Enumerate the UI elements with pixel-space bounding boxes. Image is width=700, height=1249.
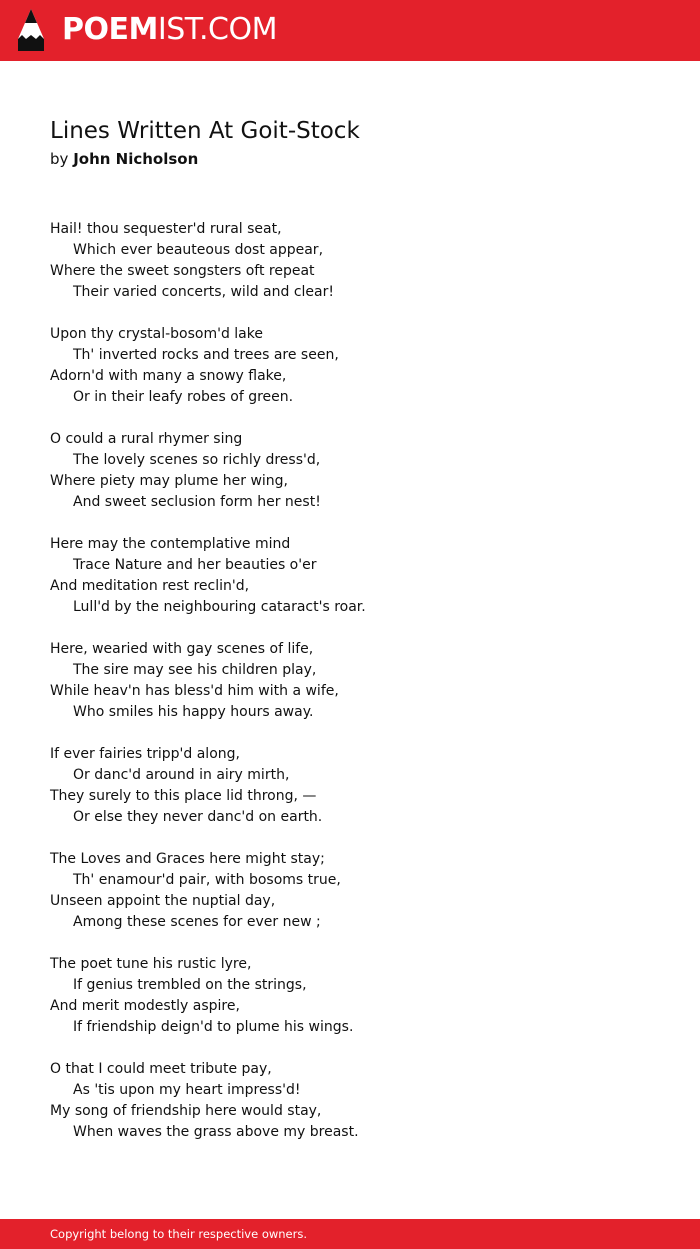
poem-line: Trace Nature and her beauties o'er (73, 557, 317, 573)
site-header (0, 0, 700, 61)
site-logo[interactable] (62, 13, 277, 47)
poem-line: While heav'n has bless'd him with a wife, (50, 683, 339, 699)
poem-line: Who smiles his happy hours away. (73, 704, 314, 720)
stanza (50, 744, 670, 828)
poem-line: Here, wearied with gay scenes of life, (50, 641, 314, 657)
poem-line: They surely to this place lid throng, — (50, 788, 317, 804)
poem-line: Here may the contemplative mind (50, 536, 291, 552)
stanza (50, 219, 670, 303)
byline (50, 150, 198, 168)
stanza (50, 954, 670, 1038)
site-footer (0, 1219, 700, 1249)
poem-line: Hail! thou sequester'd rural seat, (50, 221, 282, 237)
stanza (50, 429, 670, 513)
brand-strong: POEM (62, 12, 158, 47)
poem-line: And merit modestly aspire, (50, 998, 240, 1014)
poem-line: As 'tis upon my heart impress'd! (73, 1082, 301, 1098)
poem-line: If friendship deign'd to plume his wings. (73, 1019, 354, 1035)
poem-body (50, 219, 670, 1164)
poem-line: Upon thy crystal-bosom'd lake (50, 326, 263, 342)
poem-line: Or danc'd around in airy mirth, (73, 767, 290, 783)
poem-line: O could a rural rhymer sing (50, 431, 243, 447)
poem-line: Their varied concerts, wild and clear! (73, 284, 334, 300)
poem-line: Or in their leafy robes of green. (73, 389, 294, 405)
poem-line: Where piety may plume her wing, (50, 473, 288, 489)
poem-line: If ever fairies tripp'd along, (50, 746, 240, 762)
poem-line: Th' enamour'd pair, with bosoms true, (73, 872, 341, 888)
poem-line: The lovely scenes so richly dress'd, (73, 452, 321, 468)
poem-line: And meditation rest reclin'd, (50, 578, 250, 594)
poem-line: Adorn'd with many a snowy flake, (50, 368, 287, 384)
poem-line: Lull'd by the neighbouring cataract's roar. (73, 599, 366, 615)
copyright-text: Copyright belong to their respective owners. (50, 1227, 308, 1241)
poem-line: The Loves and Graces here might stay; (50, 851, 325, 867)
poem-title: Lines Written At Goit-Stock (50, 118, 360, 144)
poem-line: Where the sweet songsters oft repeat (50, 263, 315, 279)
poem-line: Among these scenes for ever new ; (73, 914, 321, 930)
stanza (50, 324, 670, 408)
brand-light: IST.COM (157, 12, 277, 47)
poem-line: Which ever beauteous dost appear, (73, 242, 324, 258)
pencil-tip-icon[interactable] (18, 9, 44, 51)
stanza (50, 849, 670, 933)
poem-line: Th' inverted rocks and trees are seen, (73, 347, 339, 363)
stanza (50, 534, 670, 618)
poem-line: Or else they never danc'd on earth. (73, 809, 323, 825)
poem-line: My song of friendship here would stay, (50, 1103, 322, 1119)
poem-line: The sire may see his children play, (73, 662, 317, 678)
stanza (50, 1059, 670, 1143)
poem-line: O that I could meet tribute pay, (50, 1061, 272, 1077)
poem-line: The poet tune his rustic lyre, (50, 956, 252, 972)
poem-line: When waves the grass above my breast. (73, 1124, 359, 1140)
stanza (50, 639, 670, 723)
poem-line: And sweet seclusion form her nest! (73, 494, 321, 510)
author-name: John Nicholson (73, 150, 199, 168)
poem-line: If genius trembled on the strings, (73, 977, 307, 993)
by-label: by (50, 150, 69, 168)
poem-line: Unseen appoint the nuptial day, (50, 893, 276, 909)
